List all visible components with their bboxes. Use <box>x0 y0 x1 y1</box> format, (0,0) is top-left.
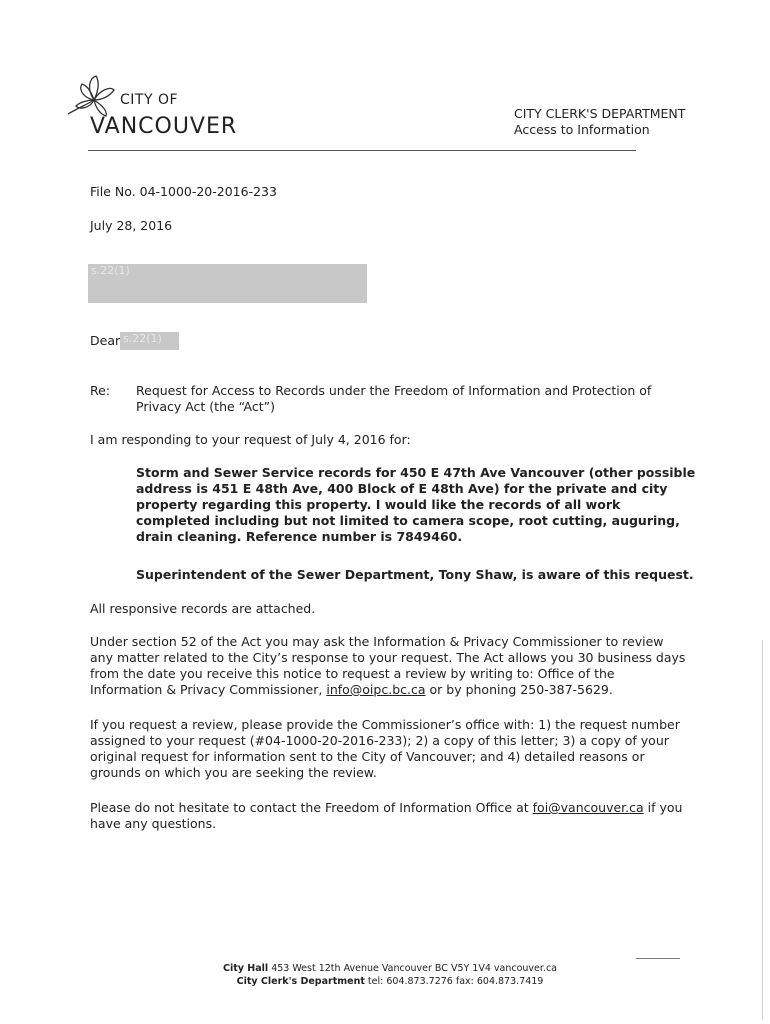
department-name: CITY CLERK'S DEPARTMENT <box>514 106 686 121</box>
footer <box>150 962 630 988</box>
contact-paragraph <box>90 800 690 832</box>
logo-city-of: CITY OF <box>120 92 179 108</box>
department-block <box>514 106 685 138</box>
logo-vancouver: VANCOUVER <box>90 114 238 139</box>
redacted-address <box>88 264 367 303</box>
request-note: Superintendent of the Sewer Department, Tony Shaw, is aware of this request. <box>136 567 694 582</box>
footer-address: 453 West 12th Avenue Vancouver BC V5Y 1V4 vancouver.ca <box>271 963 557 974</box>
header-divider <box>88 150 636 151</box>
re-subject: Request for Access to Records under the Freedom of Information and Protection of Privacy Act (the “Act”) <box>136 383 652 414</box>
file-number: File No. 04-1000-20-2016-233 <box>90 184 277 199</box>
intro-line: I am responding to your request of July 4, 2016 for: <box>90 432 411 447</box>
oipc-email-link[interactable]: info@oipc.bc.ca <box>326 682 426 697</box>
city-logo <box>64 70 264 142</box>
salutation: Dear <box>90 333 121 348</box>
review-phone-text: or by phoning 250-387-5629. <box>429 682 613 697</box>
foi-email-link[interactable]: foi@vancouver.ca <box>532 800 644 815</box>
footer-department: City Clerk's Department <box>236 976 365 987</box>
footer-contact: tel: 604.873.7276 fax: 604.873.7419 <box>367 976 544 987</box>
letter-date: July 28, 2016 <box>90 218 173 233</box>
review-text: Under section 52 of the Act you may ask the Information & Privacy Commissioner to review any matter related to the City’s response to your request. The Act allows you 30 business days from the date you receive this notice to request a review by writing to: Office of the Information & Privacy Commissioner, <box>90 634 686 697</box>
scan-edge <box>762 640 763 1020</box>
contact-text-end: if you have any questions. <box>90 800 683 831</box>
contact-text: Please do not hesitate to contact the Freedom of Information Office at <box>90 800 529 815</box>
records-attached: All responsive records are attached. <box>90 601 316 616</box>
footer-line-1 <box>150 962 630 975</box>
review-request-paragraph: If you request a review, please provide the Commissioner’s office with: 1) the request number assigned to your request (#04-1000-20-2016-233); 2) a copy of this letter; 3) a copy of your original request for information sent to the City of Vancouver; and 4) detailed reasons or grounds on which you are seeking the review. <box>90 717 680 780</box>
footer-rule <box>636 958 680 959</box>
department-subtitle: Access to Information <box>514 122 650 137</box>
redaction-label: s.22(1) <box>91 264 130 277</box>
redaction-label: s.22(1) <box>123 332 162 345</box>
review-paragraph <box>90 634 690 698</box>
footer-line-2 <box>150 975 630 988</box>
redacted-name <box>120 332 179 350</box>
request-quote: Storm and Sewer Service records for 450 E 47th Ave Vancouver (other possible address is 451 E 48th Ave, 400 Block of E 48th Ave) for the private and city property regarding this property. I would like the records of all work completed including but not limited to camera scope, root cutting, auguring, drain cleaning. Reference number is 7849460. <box>136 465 696 544</box>
footer-city-hall: City Hall <box>223 963 269 974</box>
re-label: Re: <box>90 383 111 398</box>
